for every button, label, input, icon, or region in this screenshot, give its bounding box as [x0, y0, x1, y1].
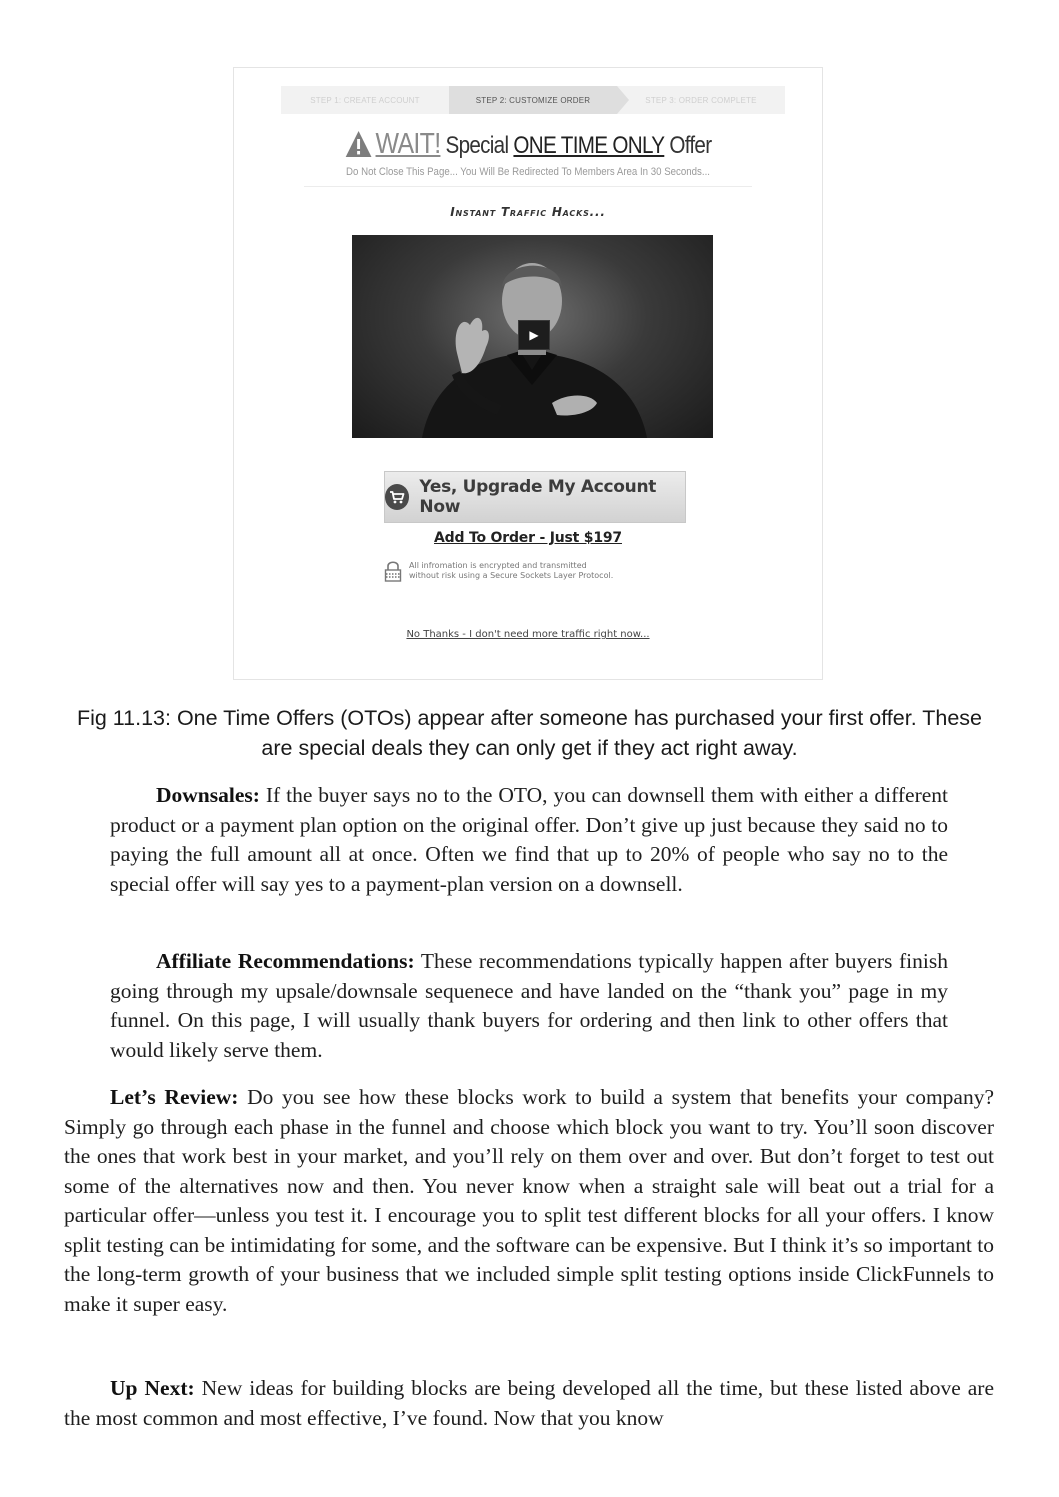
shopping-cart-icon [385, 484, 409, 510]
paragraph-body: New ideas for building blocks are being developed all the time, but these listed above are the most common and most effective, I’ve found. Now that you know [64, 1376, 994, 1430]
ssl-notice [384, 559, 704, 585]
paragraph-body: These recommendations typically happen after buyers finish going through my upsale/downsale sequenece and have landed on the “thank you” page in my funnel. On this page, I will usually thank buyers for ordering and then link to other offers that would likely serve them. [110, 949, 948, 1062]
paragraph-review [64, 1083, 994, 1319]
paragraph-downsales [110, 781, 948, 899]
video-player[interactable] [352, 235, 713, 438]
ssl-notice-line-2: without risk using a Secure Sockets Layer Protocol. [409, 571, 614, 580]
paragraph-affiliate [110, 947, 948, 1065]
divider [304, 186, 752, 187]
step-order-complete: STEP 3: ORDER COMPLETE [645, 95, 757, 105]
paragraph-body: Do you see how these blocks work to build a system that benefits your company? Simply go through each phase in the funnel and choose which block you want to try. You’ll soon discover the ones that work best in your market, and you’ll rely on them over and over. But don’t forget to test out some of the alternatives now and then. You never know when a straight sale will beat out a trial for a particular offer—unless you test it. I encourage you to split test different blocks for all your offers. I know split testing can be intimidating for some, and the software can be expensive. But I think it’s so important to the long-term growth of your business that we included simple split testing options inside ClickFunnels to make it super easy. [64, 1085, 994, 1316]
redirect-notice: Do Not Close This Page... You Will Be Redirected To Members Area In 30 Seconds... [346, 166, 710, 178]
warning-triangle-icon [345, 130, 373, 165]
checkout-steps-bar [281, 86, 785, 114]
offer-headline [275, 128, 781, 165]
step-create-account: STEP 1: CREATE ACCOUNT [310, 95, 420, 105]
add-to-order-link[interactable]: Add To Order - Just $197 [434, 530, 622, 546]
upgrade-button-label: Yes, Upgrade My Account Now [419, 477, 657, 517]
figure-caption: Fig 11.13: One Time Offers (OTOs) appear after someone has purchased your first offer. These are special deals they can only get if they act right away. [76, 706, 983, 760]
video-title: Instant Traffic Hacks... [450, 205, 606, 219]
paragraph-lead: Up Next: [110, 1376, 195, 1400]
oto-page-figure [233, 67, 823, 680]
step-customize-order: STEP 2: CUSTOMIZE ORDER [449, 86, 617, 114]
upgrade-account-button[interactable] [384, 471, 686, 523]
special-text: Special [445, 132, 509, 159]
play-icon[interactable]: ▶ [518, 320, 550, 350]
padlock-icon [384, 559, 402, 583]
paragraph-lead: Let’s Review: [110, 1085, 239, 1109]
paragraph-up-next [64, 1374, 994, 1433]
offer-text: Offer [669, 132, 712, 159]
ssl-notice-line-1: All infromation is encrypted and transmitted [409, 561, 587, 570]
one-time-only-text: ONE TIME ONLY [513, 132, 665, 159]
paragraph-body: If the buyer says no to the OTO, you can downsell them with either a different product or a payment plan option on the original offer. Don’t give up just because they said no to paying the full amount all at once. Often we find that up to 20% of people who say no to the special offer will say yes to a payment-plan version on a downsell. [110, 783, 948, 896]
paragraph-lead: Affiliate Recommendations: [156, 949, 415, 973]
paragraph-lead: Downsales: [156, 783, 260, 807]
wait-text: WAIT! [375, 128, 441, 160]
no-thanks-link[interactable]: No Thanks - I don't need more traffic right now... [406, 629, 650, 640]
